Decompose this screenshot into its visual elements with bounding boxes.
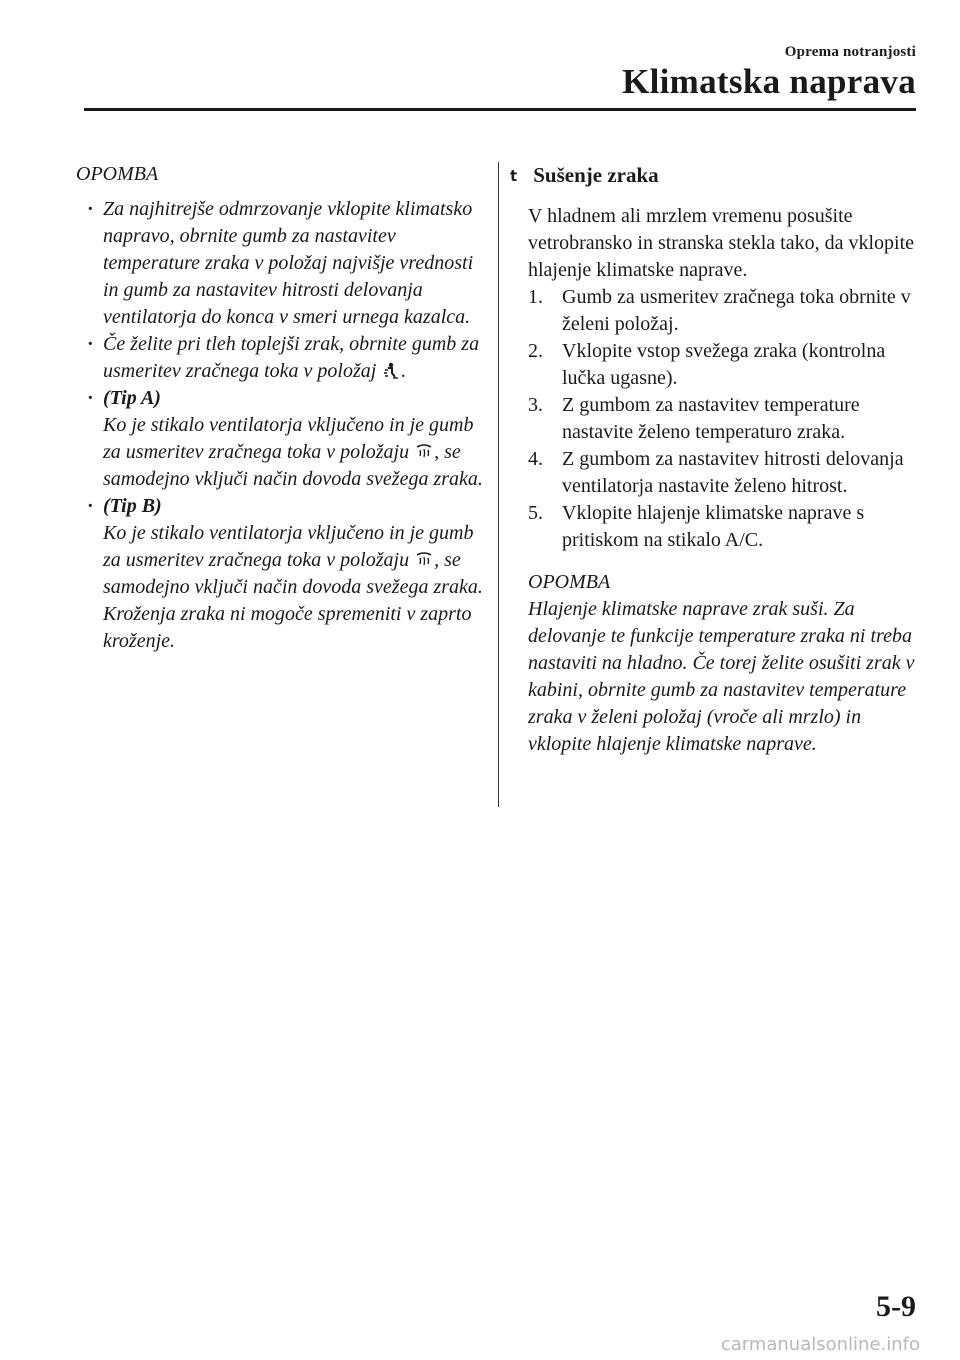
step-number: 1. — [528, 286, 543, 308]
section-heading-text: Sušenje zraka — [533, 163, 659, 187]
step-text: Vklopite hlajenje klimatske naprave s pritiskom na stikalo A/C. — [562, 502, 865, 551]
header-rule — [84, 108, 916, 111]
column-divider — [498, 162, 499, 807]
bullet-text: Če želite pri tleh toplejši zrak, obrnite gumb za usmeritev zračnega toka v položaj — [103, 333, 480, 382]
page-number: 5-9 — [876, 1290, 916, 1323]
note-block — [528, 568, 923, 758]
step-text: Vklopite vstop svežega zraka (kontrolna lučka ugasne). — [562, 340, 886, 389]
list-item — [76, 493, 486, 655]
step-text: Gumb za usmeritev zračnega toka obrnite v želeni položaj. — [562, 286, 911, 335]
note-text: Hlajenje klimatske naprave zrak suši. Za delovanje te funkcije temperature zraka ni treba nastaviti na hladno. Če torej želite osušiti zrak v kabini, obrnite gumb za nastavitev temperature zraka v želeni položaj (vroče ali mrzlo) in vklopite hlajenje klimatske naprave. — [528, 598, 915, 755]
bullet-dot: · — [87, 495, 94, 517]
intro-paragraph: V hladnem ali mrzlem vremenu posušite vetrobransko in stranska stekla tako, da vklopite hlajenje klimatske naprave. — [528, 205, 915, 281]
step-list — [528, 284, 923, 554]
bullet-text-end: . — [401, 360, 407, 382]
list-item — [76, 331, 486, 385]
list-item — [76, 385, 486, 493]
step-number: 4. — [528, 448, 543, 470]
bullet-dot: · — [87, 198, 94, 220]
bullet-tag: (Tip B) — [103, 495, 162, 517]
note-label: OPOMBA — [76, 163, 159, 185]
bullet-text: Ko je stikalo ventilatorja vključeno in je gumb za usmeritev zračnega toka v položaju — [103, 522, 474, 571]
section-heading — [510, 160, 923, 191]
step-number: 2. — [528, 340, 543, 362]
list-item — [76, 196, 486, 331]
step-number: 5. — [528, 502, 543, 524]
bullet-dot: · — [87, 387, 94, 409]
step-number: 3. — [528, 394, 543, 416]
list-item — [528, 500, 923, 554]
right-column — [510, 160, 923, 758]
header-section-label: Oprema notranjosti — [784, 44, 916, 60]
bullet-text: Za najhitrejše odmrzovanje vklopite klimatsko napravo, obrnite gumb za nastavitev temperature zraka v položaj najvišje vrednosti in gumb za nastavitev hitrosti delovanja ventilatorja do konca v smeri urnega kazalca. — [103, 198, 474, 328]
bullet-text: Ko je stikalo ventilatorja vključeno in je gumb za usmeritev zračnega toka v položaju — [103, 414, 474, 463]
left-column — [76, 160, 486, 655]
step-text: Z gumbom za nastavitev hitrosti delovanja ventilatorja nastavite želeno hitrost. — [562, 448, 904, 497]
bullet-dot: · — [87, 333, 94, 355]
bullet-text-end: , se samodejno vključi način dovoda svežega zraka. — [103, 441, 483, 490]
list-item — [528, 338, 923, 392]
windshield-defrost-icon — [416, 443, 432, 461]
list-item — [528, 446, 923, 500]
note-label: OPOMBA — [528, 571, 611, 593]
page-title: Klimatska naprava — [622, 62, 916, 101]
watermark: carmanualsonline.info — [720, 1334, 920, 1355]
windshield-defrost-icon — [416, 551, 432, 569]
floor-defrost-icon — [383, 362, 399, 380]
note-bullet-list — [76, 196, 486, 655]
section-marker: t — [510, 167, 518, 185]
step-text: Z gumbom za nastavitev temperature nastavite želeno temperaturo zraka. — [562, 394, 860, 443]
list-item — [528, 392, 923, 446]
list-item — [528, 284, 923, 338]
bullet-text-end: , se samodejno vključi način dovoda svežega zraka. Kroženja zraka ni mogoče spremeniti v zaprto kroženje. — [103, 549, 483, 652]
bullet-tag: (Tip A) — [103, 387, 161, 409]
